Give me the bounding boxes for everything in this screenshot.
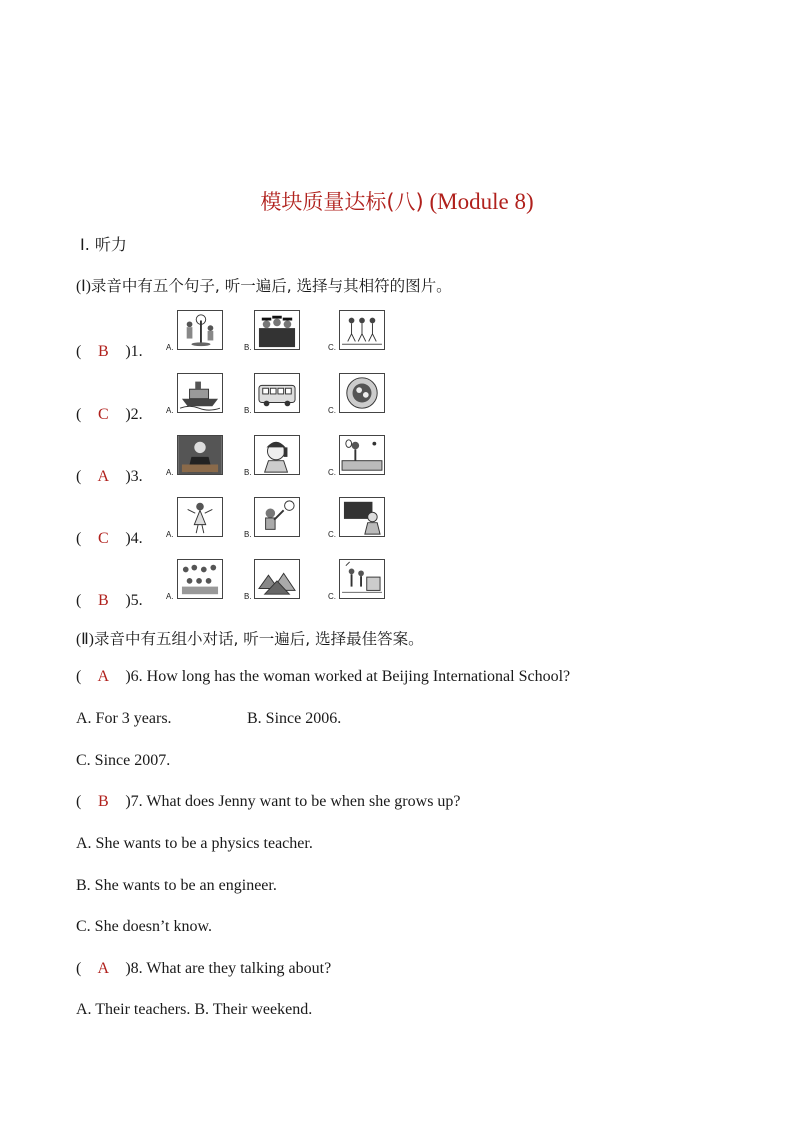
answer-8: A xyxy=(97,960,110,977)
option-letter: A. xyxy=(166,406,174,415)
answer-5: B xyxy=(97,592,109,609)
question-5 xyxy=(76,592,143,610)
people-planting-tree-icon xyxy=(177,310,223,350)
paren-open: ( xyxy=(76,668,82,685)
part1-instruction xyxy=(76,274,452,296)
question-1 xyxy=(76,343,143,361)
girl-dancing-icon xyxy=(177,497,223,537)
title-cn: 模块质量达标(八) xyxy=(260,190,424,214)
option-7b: B. She wants to be an engineer. xyxy=(76,877,277,894)
answer-3: A xyxy=(97,468,110,485)
part1-text: 录音中有五个句子, 听一遍后, 选择与其相符的图片。 xyxy=(90,277,452,295)
option-letter: A. xyxy=(166,592,174,601)
paren-open: ( xyxy=(76,960,82,977)
option-letter: C. xyxy=(328,406,336,415)
question-number: )5. xyxy=(125,592,143,609)
paren-open: ( xyxy=(76,793,82,810)
question-6 xyxy=(76,668,570,686)
option-letter: A. xyxy=(166,343,174,352)
title-en: (Module 8) xyxy=(423,189,534,214)
question-7-text: )7. What does Jenny want to be when she grows up? xyxy=(125,793,461,810)
people-planting-icon xyxy=(339,559,385,599)
answer-7: B xyxy=(97,793,109,810)
question-number: )1. xyxy=(125,343,143,360)
option-letter: B. xyxy=(244,468,252,477)
question-3 xyxy=(76,468,143,486)
option-letter: A. xyxy=(166,530,174,539)
option-letter: B. xyxy=(244,406,252,415)
teacher-blackboard-icon xyxy=(339,497,385,537)
option-letter: C. xyxy=(328,343,336,352)
option-letter: C. xyxy=(328,592,336,601)
bus-icon xyxy=(254,373,300,413)
option-letter: C. xyxy=(328,468,336,477)
part1-number: (Ⅰ) xyxy=(76,278,91,295)
paren-open: ( xyxy=(76,468,82,485)
option-letter: B. xyxy=(244,530,252,539)
option-letter: B. xyxy=(244,592,252,601)
section-label: . 听力 xyxy=(84,235,127,254)
question-8 xyxy=(76,960,331,978)
option-letter: C. xyxy=(328,530,336,539)
option-7a: A. She wants to be a physics teacher. xyxy=(76,835,313,852)
question-number: )3. xyxy=(125,468,143,485)
answer-6: A xyxy=(97,668,110,685)
section-number: Ⅰ xyxy=(80,237,85,254)
section-heading xyxy=(80,232,127,255)
answer-2: C xyxy=(97,406,109,423)
paren-open: ( xyxy=(76,592,82,609)
food-plate-icon xyxy=(339,373,385,413)
page-title xyxy=(0,186,794,216)
woman-on-phone-icon xyxy=(254,435,300,475)
option-6a: A. For 3 years. xyxy=(76,710,172,727)
question-6-options xyxy=(76,710,342,728)
kids-running-icon xyxy=(339,310,385,350)
question-number: )2. xyxy=(125,406,143,423)
answer-4: C xyxy=(97,530,109,547)
option-letter: A. xyxy=(166,468,174,477)
part2-number: (Ⅱ) xyxy=(76,631,94,648)
part2-instruction xyxy=(76,627,424,649)
paren-open: ( xyxy=(76,406,82,423)
question-8-text: )8. What are they talking about? xyxy=(125,960,332,977)
paren-open: ( xyxy=(76,343,82,360)
graduates-icon xyxy=(254,310,300,350)
question-number: )4. xyxy=(125,530,143,547)
ship-icon xyxy=(177,373,223,413)
option-6c: C. Since 2007. xyxy=(76,752,171,769)
option-6b: B. Since 2006. xyxy=(247,710,342,727)
part2-text: 录音中有五组小对话, 听一遍后, 选择最佳答案。 xyxy=(93,630,424,648)
answer-1: B xyxy=(97,343,109,360)
option-7c: C. She doesn’t know. xyxy=(76,918,212,935)
question-2 xyxy=(76,406,143,424)
man-at-desk-icon xyxy=(177,435,223,475)
option-8ab: A. Their teachers. B. Their weekend. xyxy=(76,1001,313,1018)
question-6-text: )6. How long has the woman worked at Beijing International School? xyxy=(125,668,571,685)
boy-playing-tennis-icon xyxy=(339,435,385,475)
classroom-crowd-icon xyxy=(177,559,223,599)
question-7 xyxy=(76,793,461,811)
boy-throwing-ball-icon xyxy=(254,497,300,537)
city-buildings-icon xyxy=(254,559,300,599)
option-letter: B. xyxy=(244,343,252,352)
question-4 xyxy=(76,530,143,548)
paren-open: ( xyxy=(76,530,82,547)
